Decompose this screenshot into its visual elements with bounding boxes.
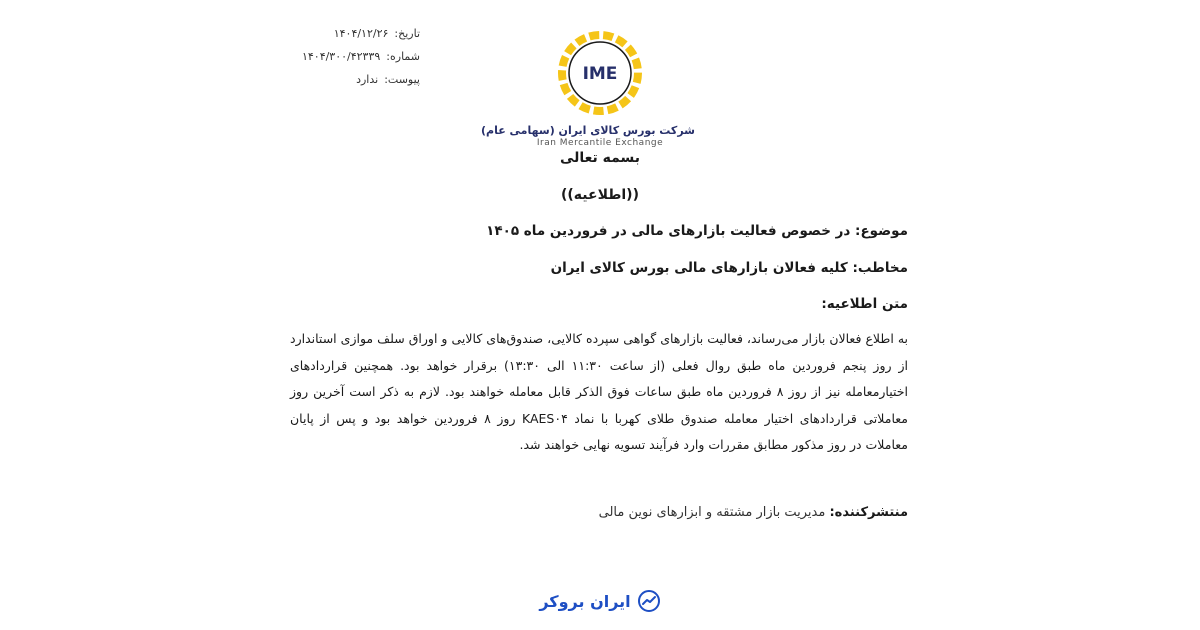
- notice-title: ((اطلاعیه)): [561, 187, 639, 203]
- notice-body-text: به اطلاع فعالان بازار می‌رساند، فعالیت بازارهای گواهی سپرده کالایی، صندوق‌های کالایی و اوراق سلف موازی استاندارد از روز پنجم فروردین ماه طبق روال فعلی (از ساعت ۱۱:۳۰ الی ۱۳:۳۰) برقرار خواهد بود. همچنین قراردادهای اختیارمعامله نیز از روز ۸ فروردین ماه طبق ساعات فوق الذکر قابل معامله خواهند بود. لازم به ذکر است آخرین روز معاملاتی قراردادهای اختیار معامله صندوق طلای کهربا با نماد KAES۰۴ روز ۸ فروردین خواهد بود و پس از پایان معاملات در روز مذکور مطابق مقررات وارد فرآیند تسویه نهایی خواهند شد.: [290, 331, 908, 452]
- addressee-label: مخاطب:: [852, 260, 908, 276]
- letter-meta: [300, 22, 420, 91]
- footer-brand: [525, 588, 675, 614]
- attachment-value: ندارد: [356, 73, 379, 86]
- brand-name: ایران بروکر: [539, 591, 631, 611]
- date-label: تاریخ:: [394, 27, 420, 40]
- body-label: متن اطلاعیه:: [821, 296, 908, 312]
- publisher-line: [290, 505, 908, 520]
- company-logo-block: [480, 30, 695, 148]
- publisher-label: منتشرکننده:: [829, 505, 908, 520]
- ime-logo-icon: [557, 30, 643, 116]
- addressee-line: [290, 260, 908, 276]
- subject-text: در خصوص فعالیت بازارهای مالی در فروردین ماه ۱۴۰۵: [486, 223, 851, 239]
- attachment-label: پیوست:: [384, 73, 420, 86]
- date-row: [300, 22, 420, 45]
- company-name-en: Iran Mercantile Exchange: [536, 138, 664, 148]
- attachment-row: [300, 68, 420, 91]
- bismillah-heading: بسمه تعالی: [559, 150, 641, 166]
- publisher-value: مدیریت بازار مشتقه و ابزارهای نوین مالی: [598, 505, 826, 520]
- logo-emblem-text: IME: [582, 64, 618, 84]
- subject-line: [290, 223, 908, 239]
- date-value: ۱۴۰۴/۱۲/۲۶: [333, 27, 389, 40]
- addressee-text: کلیه فعالان بازارهای مالی بورس کالای ایران: [550, 260, 848, 276]
- number-row: [300, 45, 420, 68]
- brand-chart-icon: [637, 589, 661, 613]
- subject-label: موضوع:: [855, 223, 908, 239]
- number-label: شماره:: [386, 50, 420, 63]
- company-name-fa: شرکت بورس کالای ایران (سهامی عام): [480, 124, 695, 137]
- number-value: ۱۴۰۴/۳۰۰/۴۲۳۳۹: [301, 50, 381, 63]
